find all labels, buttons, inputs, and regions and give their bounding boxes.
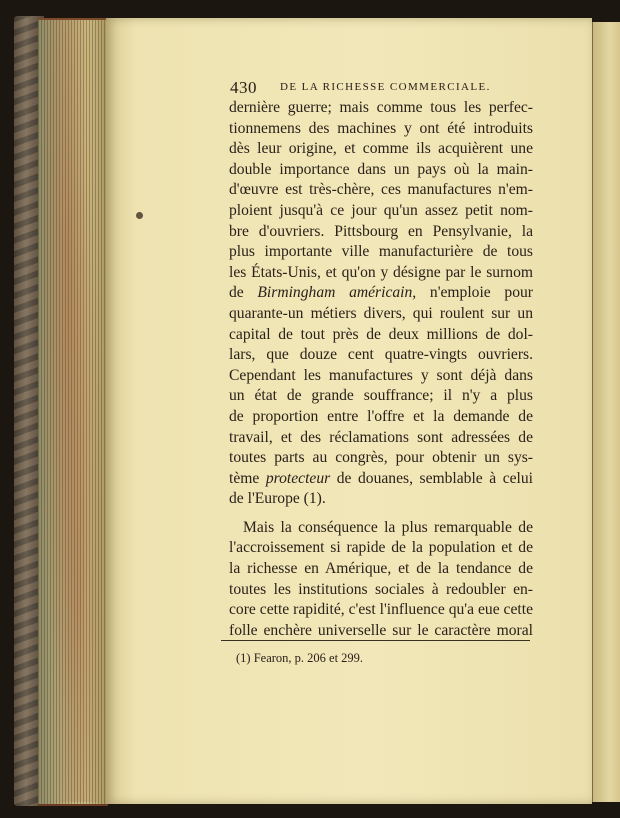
- text-line: dernière guerre; mais comme tous les perfec-: [229, 99, 533, 116]
- text-line: l'accroissement si rapide de la population et de: [229, 539, 533, 557]
- text-line: toutes les institutions sociales à redoubler en-: [229, 580, 533, 598]
- body-text: [229, 98, 533, 641]
- text-line: Mais la conséquence la plus remarquable de: [243, 518, 533, 536]
- page-number: 430: [230, 78, 257, 97]
- text-line: les États-Unis, et qu'on y désigne par le surnom: [229, 263, 533, 281]
- text-line: tionnemens des machines y ont été introduits: [229, 119, 533, 137]
- emphasis-protecteur: protecteur: [265, 469, 331, 487]
- text-line: plus importante ville manufacturière de tous: [229, 243, 533, 261]
- text-line: bre d'ouvriers. Pittsbourg en Pensylvanie, la: [229, 222, 533, 240]
- text-line: de proportion entre l'offre et la demande de: [229, 407, 533, 425]
- page-header: [230, 78, 530, 98]
- text-line: quarante-un métiers divers, qui roulent sur un: [229, 304, 533, 322]
- text-line: Cependant les manufactures y sont déjà dans: [229, 366, 533, 384]
- footnote-rule: [221, 640, 530, 641]
- text-line: double importance dans un pays où la main-: [229, 160, 533, 178]
- running-title: DE LA RICHESSE COMMERCIALE.: [280, 81, 491, 93]
- emphasis-birmingham: Birmingham américain,: [257, 284, 417, 302]
- text-line: de l'Europe (1).: [229, 490, 326, 508]
- text-line: un état de grande souffrance; il n'y a plus: [229, 387, 533, 405]
- text-line: capital de tout près de deux millions de dol-: [229, 325, 533, 343]
- text-line: d'œuvre est très-chère, ces manufactures n'em-: [229, 181, 533, 199]
- text-line: [229, 469, 533, 490]
- text-line: core cette rapidité, c'est l'influence qu'a eue cette: [229, 601, 533, 619]
- text-line: la richesse en Amérique, et de la tendance de: [229, 560, 533, 578]
- ink-spot: [136, 212, 143, 219]
- text-line: [229, 283, 533, 304]
- text-line: ploient jusqu'à ce jour qu'un assez petit nom-: [229, 201, 533, 219]
- text-line: lars, que douze cent quatre-vingts ouvriers.: [229, 346, 533, 364]
- page-edge-stain: [44, 18, 102, 802]
- text-segment: tème: [229, 469, 266, 487]
- text-line: dès leur origine, et comme ils acquièrent une: [229, 140, 533, 158]
- facing-page-edge: [592, 22, 620, 802]
- footnote: (1) Fearon, p. 206 et 299.: [236, 651, 364, 665]
- text-segment: de douanes, semblable à celui: [330, 469, 533, 487]
- text-segment: de: [229, 284, 258, 302]
- text-line: travail, et des réclamations sont adressées de: [229, 428, 533, 446]
- text-line: folle enchère universelle sur le caractère moral: [229, 621, 533, 639]
- text-line: toutes parts au congrès, pour obtenir un sys-: [229, 449, 533, 467]
- text-segment: n'emploie pour: [416, 284, 533, 302]
